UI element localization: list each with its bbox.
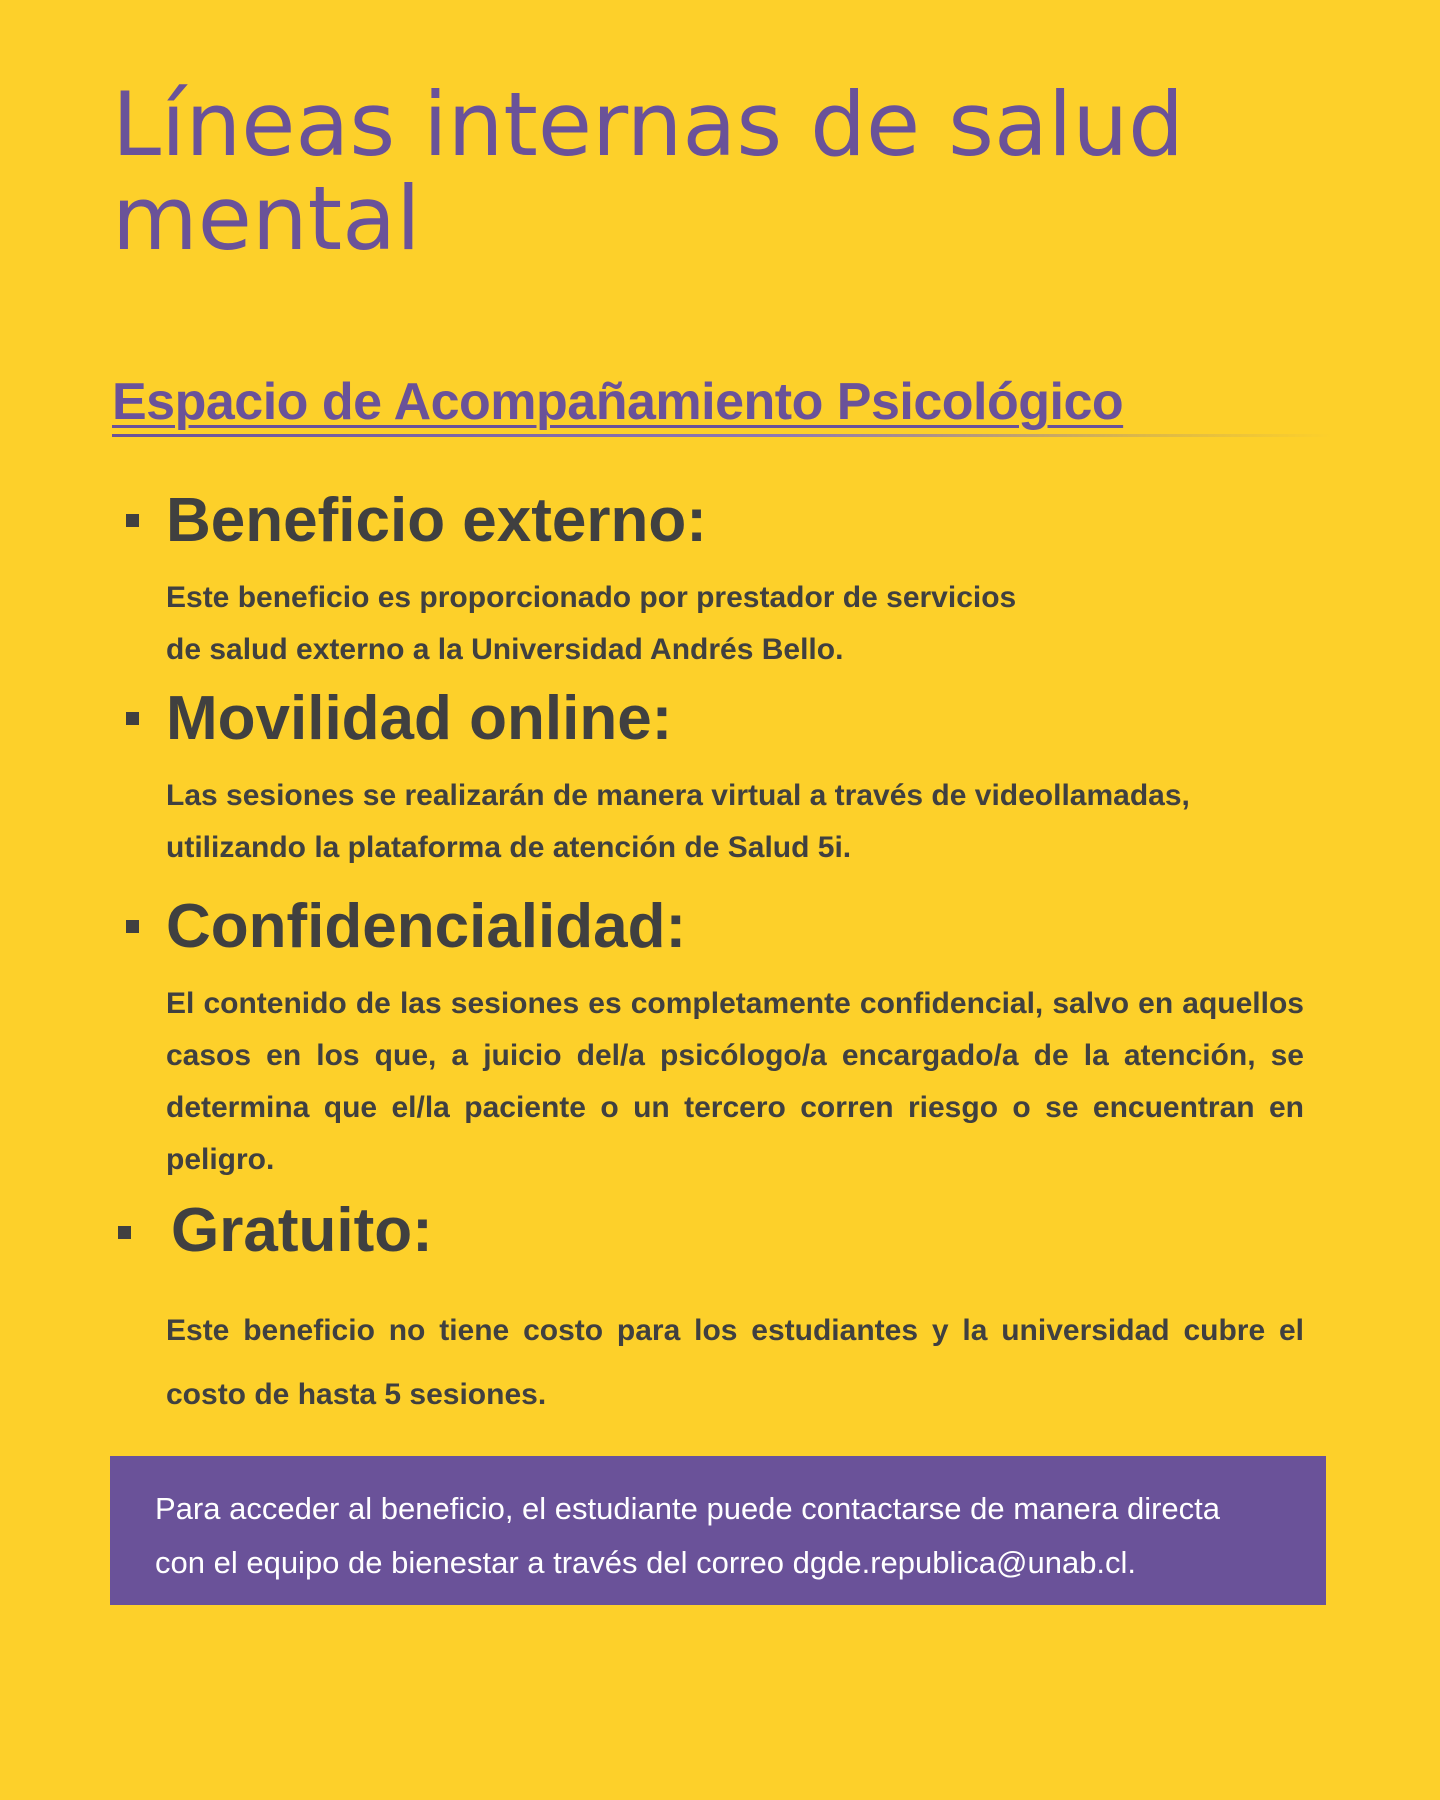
contact-text-line: con el equipo de bienestar a través del correo dgde.republica@unab.cl. [155,1545,1137,1580]
item-body-line: Este beneficio es proporcionado por prestador de servicios [166,581,1017,614]
section-heading: Espacio de Acompañamiento Psicológico [112,373,1124,431]
square-bullet-icon [126,514,139,527]
item-title: Confidencialidad: [166,892,687,961]
item-body-line: Las sesiones se realizarán de manera virtual a través de videollamadas, [166,779,1190,812]
item-title: Beneficio externo: [166,486,707,555]
square-bullet-icon [118,1226,131,1239]
item-body-line: utilizando la plataforma de atención de Salud 5i. [166,831,852,864]
page-title: Líneas internas de salud mental [112,73,1184,270]
item-body: Este beneficio no tiene costo para los estudiantes y la universidad cubre el costo de hasta 5 sesiones. [166,1314,1304,1411]
item-body: El contenido de las sesiones es completamente confidencial, salvo en aquellos casos en los que, a juicio del/a psicólogo/a encargado/a de la atención, se determina que el/la paciente o un tercero corren riesgo o se encuentran en peligro. [166,987,1304,1176]
square-bullet-icon [126,920,139,933]
item-body-line: de salud externo a la Universidad Andrés Bello. [166,633,844,666]
item-title: Gratuito: [171,1196,433,1265]
square-bullet-icon [126,712,139,725]
contact-info-box [110,1456,1326,1605]
section-heading-block [112,372,1332,437]
contact-text-line: Para acceder al beneficio, el estudiante puede contactarse de manera directa [155,1491,1221,1526]
item-title: Movilidad online: [166,684,673,753]
section-divider [112,434,1332,437]
